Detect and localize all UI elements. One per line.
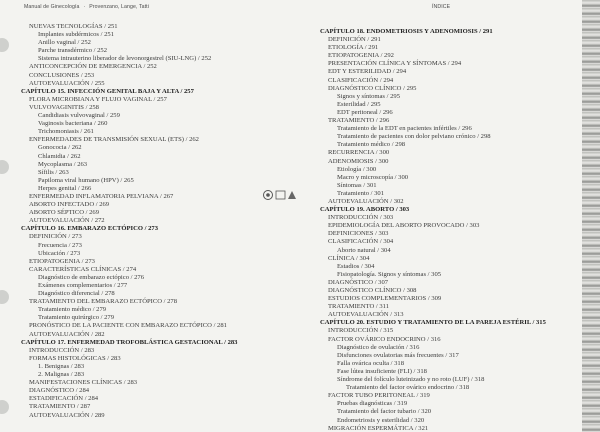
toc-section-entry: MIGRACIÓN ESPERMÁTICA / 321 bbox=[328, 424, 429, 432]
toc-section-entry: ABORTO SÉPTICO / 269 bbox=[29, 209, 100, 217]
toc-chapter-heading: CAPÍTULO 16. EMBARAZO ECTÓPICO / 273 bbox=[21, 225, 159, 233]
toc-subsection-entry: Sistema intrauterino liberador de levonorgestrel (SIU-LNG) / 252 bbox=[38, 55, 212, 63]
toc-subsection-entry: Tratamiento del factor tubario / 320 bbox=[337, 408, 432, 416]
toc-subsection-entry: Tratamiento quirúrgico / 279 bbox=[38, 314, 115, 322]
toc-subsection-entry: Tratamiento de pacientes con dolor pelviano crónico / 298 bbox=[337, 133, 491, 141]
toc-chapter-heading: CAPÍTULO 18. ENDOMETRIOSIS Y ADENOMIOSIS / 291 bbox=[320, 28, 493, 35]
toc-section-entry: MANIFESTACIONES CLÍNICAS / 283 bbox=[29, 379, 138, 387]
toc-section-entry: AUTOEVALUACIÓN / 289 bbox=[29, 411, 105, 419]
toc-subsection-entry: Anillo vaginal / 252 bbox=[38, 39, 91, 47]
toc-subsection-entry: Tratamiento del factor ovárico endocrino / 318 bbox=[346, 384, 470, 392]
toc-section-entry: CONCLUSIONES / 253 bbox=[29, 71, 95, 79]
spiral-binding bbox=[582, 0, 600, 432]
section-header: ÍNDICE bbox=[432, 4, 451, 10]
toc-section-entry: FLORA MICROBIANA Y FLUJO VAGINAL / 257 bbox=[29, 95, 167, 103]
book-title: Manual de Ginecología bbox=[24, 4, 80, 10]
toc-section-entry: FORMAS HISTOLÓGICAS / 283 bbox=[29, 354, 121, 362]
toc-subsection-entry: Tratamiento / 301 bbox=[337, 189, 385, 197]
toc-section-entry: ETIOPATOGENIA / 273 bbox=[29, 257, 95, 265]
toc-subsection-entry: 2. Malignas / 283 bbox=[38, 371, 85, 379]
toc-chapter-heading: CAPÍTULO 19. ABORTO / 303 bbox=[320, 206, 410, 214]
toc-section-entry: CLÍNICA / 304 bbox=[328, 254, 370, 262]
binding-hole bbox=[0, 290, 9, 304]
toc-subsection-entry: EDT peritoneal / 296 bbox=[337, 108, 393, 116]
toc-subsection-entry: Signos y síntomas / 295 bbox=[337, 92, 401, 100]
book-authors: Provenzano, Lange, Tatti bbox=[89, 4, 149, 10]
toc-subsection-entry: Sífilis / 263 bbox=[38, 168, 69, 176]
toc-section-entry: AUTOEVALUACIÓN / 255 bbox=[29, 79, 105, 87]
running-header: Manual de Ginecología · Provenzano, Lange, Tatti bbox=[24, 4, 149, 10]
toc-section-entry: TRATAMIENTO / 287 bbox=[29, 403, 91, 411]
toc-section-entry: DIAGNÓSTICO / 284 bbox=[29, 387, 90, 395]
toc-section-entry: CLASIFICACIÓN / 304 bbox=[328, 238, 394, 246]
toc-section-entry: INTRODUCCIÓN / 315 bbox=[328, 327, 394, 335]
toc-subsection-entry: Implantes subdérmicos / 251 bbox=[38, 31, 114, 39]
toc-section-entry: ESTUDIOS COMPLEMENTARIOS / 309 bbox=[328, 295, 442, 303]
binding-hole bbox=[0, 400, 9, 414]
binding-hole bbox=[0, 38, 9, 52]
toc-section-entry: ENFERMEDADES DE TRANSMISIÓN SEXUAL (ETS) / 262 bbox=[29, 136, 199, 144]
toc-section-entry: AUTOEVALUACIÓN / 313 bbox=[328, 311, 404, 319]
toc-section-entry: AUTOEVALUACIÓN / 272 bbox=[29, 217, 105, 225]
toc-subsection-entry: Exámenes complementarios / 277 bbox=[38, 282, 128, 289]
toc-section-entry: ESTADIFICACIÓN / 284 bbox=[29, 395, 99, 403]
toc-subsection-entry: Tratamiento médico / 298 bbox=[337, 141, 406, 149]
toc-subsection-entry: Candidiasis vulvovaginal / 259 bbox=[38, 112, 120, 120]
toc-subsection-entry: Chlamidia / 262 bbox=[38, 152, 81, 160]
binding-hole bbox=[0, 160, 9, 174]
toc-subsection-entry: Aborto natural / 304 bbox=[337, 246, 391, 254]
toc-subsection-entry: Papiloma viral humano (HPV) / 265 bbox=[38, 176, 134, 184]
toc-section-entry: DEFINICIONES / 303 bbox=[328, 230, 389, 238]
publisher-logo-icon bbox=[262, 188, 302, 202]
toc-section-entry: VULVOVAGINITIS / 258 bbox=[29, 103, 99, 111]
toc-subsection-entry: Frecuencia / 273 bbox=[38, 241, 82, 249]
toc-subsection-entry: Ubicación / 273 bbox=[38, 249, 81, 257]
toc-subsection-entry: Tratamiento de la EDT en pacientes infértiles / 296 bbox=[337, 125, 472, 133]
toc-section-entry: DEFINICIÓN / 291 bbox=[328, 36, 381, 44]
toc-section-entry: INTRODUCCIÓN / 283 bbox=[29, 346, 95, 354]
toc-subsection-entry: Estadios / 304 bbox=[337, 262, 375, 270]
toc-section-entry: AUTOEVALUACIÓN / 282 bbox=[29, 330, 105, 338]
toc-subsection-entry: Esterilidad / 295 bbox=[337, 100, 381, 108]
toc-section-entry: AUTOEVALUACIÓN / 302 bbox=[328, 197, 404, 205]
toc-subsection-entry: Fisiopatología. Signos y síntomas / 305 bbox=[337, 270, 442, 278]
toc-subsection-entry: Diagnóstico de ovulación / 316 bbox=[337, 343, 420, 351]
toc-subsection-entry: Gonococia / 262 bbox=[38, 144, 82, 152]
toc-subsection-entry: Macro y microscopía / 300 bbox=[337, 173, 409, 181]
toc-subsection-entry: Trichomoniasis / 261 bbox=[38, 128, 94, 136]
toc-subsection-entry: Vaginosis bacteriana / 260 bbox=[38, 120, 108, 128]
toc-section-entry: CARACTERÍSTICAS CLÍNICAS / 274 bbox=[29, 265, 137, 273]
toc-subsection-entry: Disfunciones ovulatorias más frecuentes / 317 bbox=[337, 351, 459, 359]
toc-section-entry: PRONÓSTICO DE LA PACIENTE CON EMBARAZO ECTÓPICO / 281 bbox=[29, 322, 227, 330]
toc-section-entry: ETIOPATOGENIA / 292 bbox=[328, 52, 394, 60]
toc-section-entry: DIAGNÓSTICO CLÍNICO / 295 bbox=[328, 84, 417, 92]
toc-section-entry: PRESENTACIÓN CLÍNICA Y SÍNTOMAS / 294 bbox=[328, 60, 462, 68]
toc-subsection-entry: Etiología / 300 bbox=[337, 165, 377, 173]
toc-section-entry: RECURRENCIA / 300 bbox=[328, 149, 390, 157]
toc-section-entry: EDT Y ESTERILIDAD / 294 bbox=[328, 68, 407, 76]
toc-subsection-entry: Diagnóstico de embarazo ectópico / 276 bbox=[38, 273, 145, 281]
toc-section-entry: ETIOLOGÍA / 291 bbox=[328, 44, 379, 52]
toc-subsection-entry: Mycoplasma / 263 bbox=[38, 160, 88, 168]
toc-section-entry: CLASIFICACIÓN / 294 bbox=[328, 76, 394, 84]
toc-chapter-heading: CAPÍTULO 17. ENFERMEDAD TROFOBLÁSTICA GESTACIONAL / 283 bbox=[21, 338, 238, 346]
toc-subsection-entry: Fase lútea insuficiente (FLI) / 318 bbox=[337, 367, 427, 375]
toc-section-entry: TRATAMIENTO / 311 bbox=[328, 303, 390, 311]
toc-chapter-heading: CAPÍTULO 20. ESTUDIO Y TRATAMIENTO DE LA PAREJA ESTÉRIL / 315 bbox=[320, 319, 546, 327]
toc-section-entry: NUEVAS TECNOLOGÍAS / 251 bbox=[29, 23, 118, 30]
toc-section-entry: DEFINICIÓN / 273 bbox=[29, 233, 82, 241]
toc-subsection-entry: Pruebas diagnósticas / 319 bbox=[337, 400, 408, 408]
toc-section-entry: ENFERMEDAD INFLAMATORIA PELVIANA / 267 bbox=[29, 192, 174, 200]
toc-subsection-entry: Tratamiento médico / 279 bbox=[38, 306, 107, 314]
toc-section-entry: FACTOR OVÁRICO ENDOCRINO / 316 bbox=[328, 335, 441, 343]
toc-subsection-entry: Diagnóstico diferencial / 278 bbox=[38, 290, 115, 298]
toc-section-entry: ABORTO INFECTADO / 269 bbox=[29, 201, 110, 209]
toc-chapter-heading: CAPÍTULO 15. INFECCIÓN GENITAL BAJA Y ALTA / 257 bbox=[21, 87, 194, 95]
toc-section-entry: DIAGNÓSTICO CLÍNICO / 308 bbox=[328, 287, 417, 294]
toc-subsection-entry: Síntomas / 301 bbox=[337, 181, 377, 189]
toc-section-entry: FACTOR TUBO PERITONEAL / 319 bbox=[328, 392, 430, 400]
toc-left-column bbox=[21, 23, 237, 420]
toc-section-entry: INTRODUCCIÓN / 303 bbox=[328, 214, 394, 222]
toc-subsection-entry: Herpes genital / 266 bbox=[38, 184, 92, 192]
toc-subsection-entry: 1. Benignas / 283 bbox=[38, 362, 85, 370]
toc-right-column bbox=[320, 28, 546, 432]
toc-section-entry: ADENOMIOSIS / 300 bbox=[328, 157, 389, 165]
toc-section-entry: DIAGNÓSTICO / 307 bbox=[328, 278, 389, 286]
toc-section-entry: ANTICONCEPCIÓN DE EMERGENCIA / 252 bbox=[29, 63, 157, 71]
toc-subsection-entry: Falla ovárica oculta / 318 bbox=[337, 359, 405, 367]
toc-subsection-entry: Parche transdérmico / 252 bbox=[38, 47, 108, 55]
toc-section-entry: EPIDEMIOLOGÍA DEL ABORTO PROVOCADO / 303 bbox=[328, 222, 480, 230]
toc-subsection-entry: Endometriosis y esterilidad / 320 bbox=[337, 416, 425, 424]
toc-section-entry: TRATAMIENTO DEL EMBARAZO ECTÓPICO / 278 bbox=[29, 298, 178, 306]
toc-section-entry: TRATAMIENTO / 296 bbox=[328, 117, 390, 125]
toc-subsection-entry: Síndrome del folículo luteinizado y no roto (LUF) / 318 bbox=[337, 376, 485, 384]
